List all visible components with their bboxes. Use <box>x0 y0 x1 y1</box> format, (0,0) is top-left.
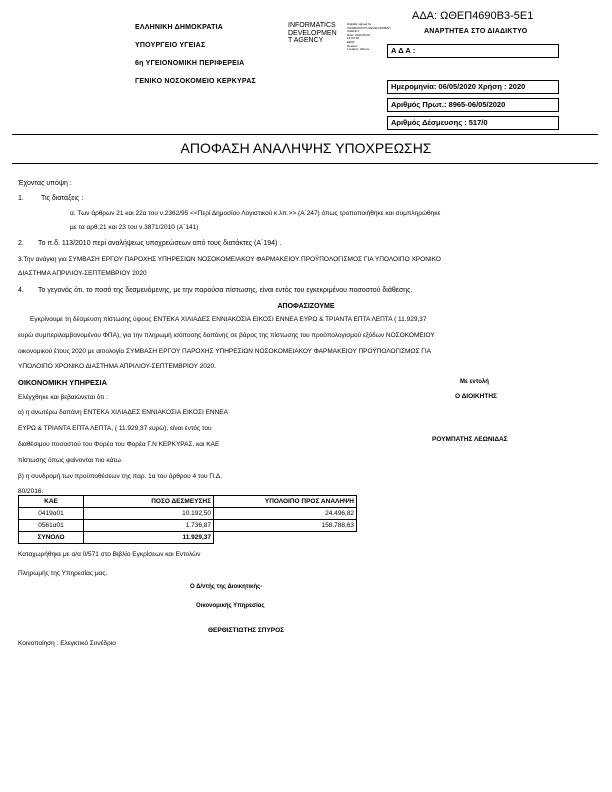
sig-detail: Date: 2020.05.06 <box>347 32 371 37</box>
cell-amount: 10.192,50 <box>84 508 214 520</box>
sig-detail: AGENCY <box>347 29 360 34</box>
col-header-amount: ΠΟΣΟ ΔΕΣΜΕΥΣΗΣ <box>84 496 214 508</box>
col-header-remaining: ΥΠΟΛΟΙΠΟ ΠΡΟΣ ΑΝΑΛΗΨΗ <box>214 496 357 508</box>
notice-text: Κοινοποίηση : Ελεγκτικό Συνέδριο <box>18 640 116 647</box>
item2-num: 2. <box>18 240 24 247</box>
finance-line: ΕΥΡΩ & ΤΡΙΑΝΤΑ ΕΠΤΑ ΛΕΠΤΑ, ( 11.929,37 ευρώ), είναι εντός του <box>18 425 212 432</box>
table-row <box>19 520 357 532</box>
table-header-row <box>19 496 357 508</box>
date-box: Ημερομηνία: 06/05/2020 Χρήση : 2020 <box>387 80 559 94</box>
sig-detail: 13:04:18 <box>347 36 359 41</box>
cell-remaining: 24.496,82 <box>214 508 357 520</box>
item1-text: Τις διατάξεις : <box>41 195 84 202</box>
registry-line: Καταχωρήθηκε με α/α 0/571 στο Βιβλίο Εγκρίσεων και Εντολών <box>18 551 201 558</box>
cell-remaining: 158.788,63 <box>214 520 357 532</box>
diavgeia-label: ΑΝΑΡΤΗΤΕΑ ΣΤΟ ΔΙΑΔΙΚΤΥΟ <box>424 28 528 35</box>
title-top-rule <box>12 134 598 135</box>
admin-director-name: ΘΕΡΘΙΣΤΙΩΤΗΣ ΣΠΥΡΟΣ <box>208 627 285 634</box>
item3-cont: ΔΙΑΣΤΗΜΑ ΑΠΡΙΛΙΟΥ-ΣΕΠΤΕΜΒΡΙΟΥ 2020 <box>18 270 147 277</box>
item4-num: 4. <box>18 287 24 294</box>
table-row <box>19 508 357 520</box>
finance-line: διαθέσιμου ποσοστού του Φορέα του Φορέα Γ.Ν ΚΕΡΚΥΡΑΣ, και ΚΑΕ <box>18 441 220 448</box>
decide-para-1: Εγκρίνουμε τη δέσμευση πίστωσης ύψους ΕΝΤΕΚΑ ΧΙΛΙΑΔΕΣ ΕΝΝΙΑΚΟΣΙΑ ΕΙΚΟΣΙ ΕΝΝΕΑ ΕΥΡΩ & ΤΡΙΑΝΤΑ ΕΠΤΑ ΛΕΠΤΑ ( 11.929,37 <box>30 316 427 323</box>
table-total-row <box>19 532 357 544</box>
agency-line: DEVELOPMEN <box>288 29 337 37</box>
finance-line: Ελέγχθηκε και βεβαιώνεται ότι : <box>18 394 108 401</box>
protocol-box: Αριθμός Πρωτ.: 8965-06/05/2020 <box>387 98 559 112</box>
finance-line: 80/2016. <box>18 488 44 495</box>
registry-line: Πληρωμής της Υπηρεσίας μας. <box>18 570 108 577</box>
col-header-kae: ΚΑΕ <box>19 496 84 508</box>
item2-text: Το π.δ. 113/2010 περί αναλήψεως υποχρεώσεων από τους διατάκτες (Α΄194) . <box>38 240 282 247</box>
sig-detail: EEST <box>347 39 355 44</box>
decide-para-3: οικονομικού έτους 2020 με αιτιολογία ΣΥΜΒΑΣΗ ΕΡΓΟΥ ΠΑΡΟΧΗΣ ΥΠΗΡΕΣΙΩΝ ΝΟΣΟΚΟΜΕΙΑΚΟΥ ΦΑΡΜΑΚΕΙΟΥ ΠΡΟΫΠΟΛΟΓΙΣΜΟΣ ΓΙΑ <box>18 348 431 355</box>
cell-kae: 0419α01 <box>19 508 84 520</box>
cell-kae: 0561α01 <box>19 520 84 532</box>
commitment-table <box>18 495 357 544</box>
sig-detail: Location: Athens <box>347 47 370 52</box>
item4-text: Το γεγονός ότι, το ποσό της δεσμευόμενης, με την παρούσα πίστωσης, είναι εντός του εγκεκριμένου ποσοστού διάθεσης. <box>38 287 413 294</box>
agency-line: INFORMATICS <box>288 22 336 29</box>
admin-director-role: Ο Δ/ντής της Διοικητικής- <box>190 584 263 590</box>
total-label: ΣΥΝΟΛΟ <box>19 532 84 544</box>
intro-text: Έχοντας υπόψη : <box>18 180 72 187</box>
agency-signature-details <box>347 23 391 52</box>
agency-line: T AGENCY <box>288 37 324 44</box>
cell-amount: 1.736,87 <box>84 520 214 532</box>
director-role: Ο ΔΙΟΙΚΗΤΗΣ <box>455 393 497 400</box>
item3-text: 3.Την ανάγκη για ΣΥΜΒΑΣΗ ΕΡΓΟΥ ΠΑΡΟΧΗΣ ΥΠΗΡΕΣΙΩΝ ΝΟΣΟΚΟΜΕΙΑΚΟΥ ΦΑΡΜΑΚΕΙΟΥ ΠΡΟΫΠΟΛΟΓΙΣΜΟΣ ΓΙΑ ΥΠΟΛΟΙΠΟ ΧΡΟΝΙΚΟ <box>18 256 441 263</box>
item1-num: 1. <box>18 195 24 202</box>
commitment-box: Αριθμός Δέσμευσης : 517/0 <box>387 116 559 130</box>
title-bottom-rule <box>12 163 598 164</box>
sig-detail: Digitally signed by <box>347 22 372 26</box>
decide-para-4: ΥΠΟΛΟΙΠΟ ΧΡΟΝΙΚΟ ΔΙΑΣΤΗΜΑ ΑΠΡΙΛΙΟΥ-ΣΕΠΤΕΜΒΡΙΟΥ 2020. <box>18 363 216 370</box>
header-hospital: ΓΕΝΙΚΟ ΝΟΣΟΚΟΜΕΙΟ ΚΕΡΚΥΡΑΣ <box>135 78 256 85</box>
total-empty <box>214 532 357 544</box>
finance-heading: ΟΙΚΟΝΟΜΙΚΗ ΥΠΗΡΕΣΙΑ <box>18 378 108 387</box>
sig-detail: Reason: <box>347 43 359 48</box>
sig-detail: INFORMATICS DEVELOPMENT <box>347 25 391 30</box>
header-republic: ΕΛΛΗΝΙΚΗ ΔΗΜΟΚΡΑΤΙΑ <box>135 24 223 31</box>
total-value: 11.929,37 <box>84 532 214 544</box>
item1a-text: α. Των άρθρων 21 και 22α του ν.2362/95 <<Περί Δημοσίου Λογιστικού κ.λπ.>> (Α΄247) όπως τροποποιήθηκε και συμπληρώθηκε <box>70 210 441 217</box>
decide-para-2: ευρώ συμπεριλαμβανομένου ΦΠΑ), για την πληρωμή ισόποσης δαπάνης σε βάρος της πίστωσης του προϋπολογισμού εξόδων ΝΟΣΟΚΟΜΕΙΟΥ <box>18 332 435 339</box>
admin-director-role-cont: Οικονομικής Υπηρεσίας <box>196 603 265 609</box>
page-title: ΑΠΟΦΑΣΗ ΑΝΑΛΗΨΗΣ ΥΠΟΧΡΕΩΣΗΣ <box>180 140 432 156</box>
finance-line: πίστωσης όπως φαίνονται πιο κάτω. <box>18 457 123 464</box>
decide-heading: ΑΠΟΦΑΣΙΖΟΥΜΕ <box>277 303 335 310</box>
ada-box: Α Δ Α : <box>387 44 559 58</box>
header-ministry: ΥΠΟΥΡΓΕΙΟ ΥΓΕΙΑΣ <box>135 42 206 49</box>
finance-line: β) η συνδρομή των προϋποθέσεων της παρ. 1α του άρθρου 4 του Π.Δ. <box>18 473 223 480</box>
director-name: ΡΟΥΜΠΑΤΗΣ ΛΕΩΝΙΔΑΣ <box>432 436 508 443</box>
ada-top: ΑΔΑ: ΩΘΕΠ4690Β3-5Ε1 <box>412 10 534 22</box>
agency-signature <box>288 22 337 45</box>
header-region: 6η ΥΓΕΙΟΝΟΜΙΚΗ ΠΕΡΙΦΕΡΕΙΑ <box>135 60 245 67</box>
finance-line: α) η ανωτέρω δαπάνη ΕΝΤΕΚΑ ΧΙΛΙΑΔΕΣ ΕΝΝΙΑΚΟΣΙΑ ΕΙΚΟΣΙ ΕΝΝΕΑ <box>18 409 228 416</box>
order-label: Με εντολή <box>460 379 489 385</box>
item1a-cont: με τα αρθ.21 και 23 του ν.3871/2010 (Α΄141) <box>70 224 199 231</box>
